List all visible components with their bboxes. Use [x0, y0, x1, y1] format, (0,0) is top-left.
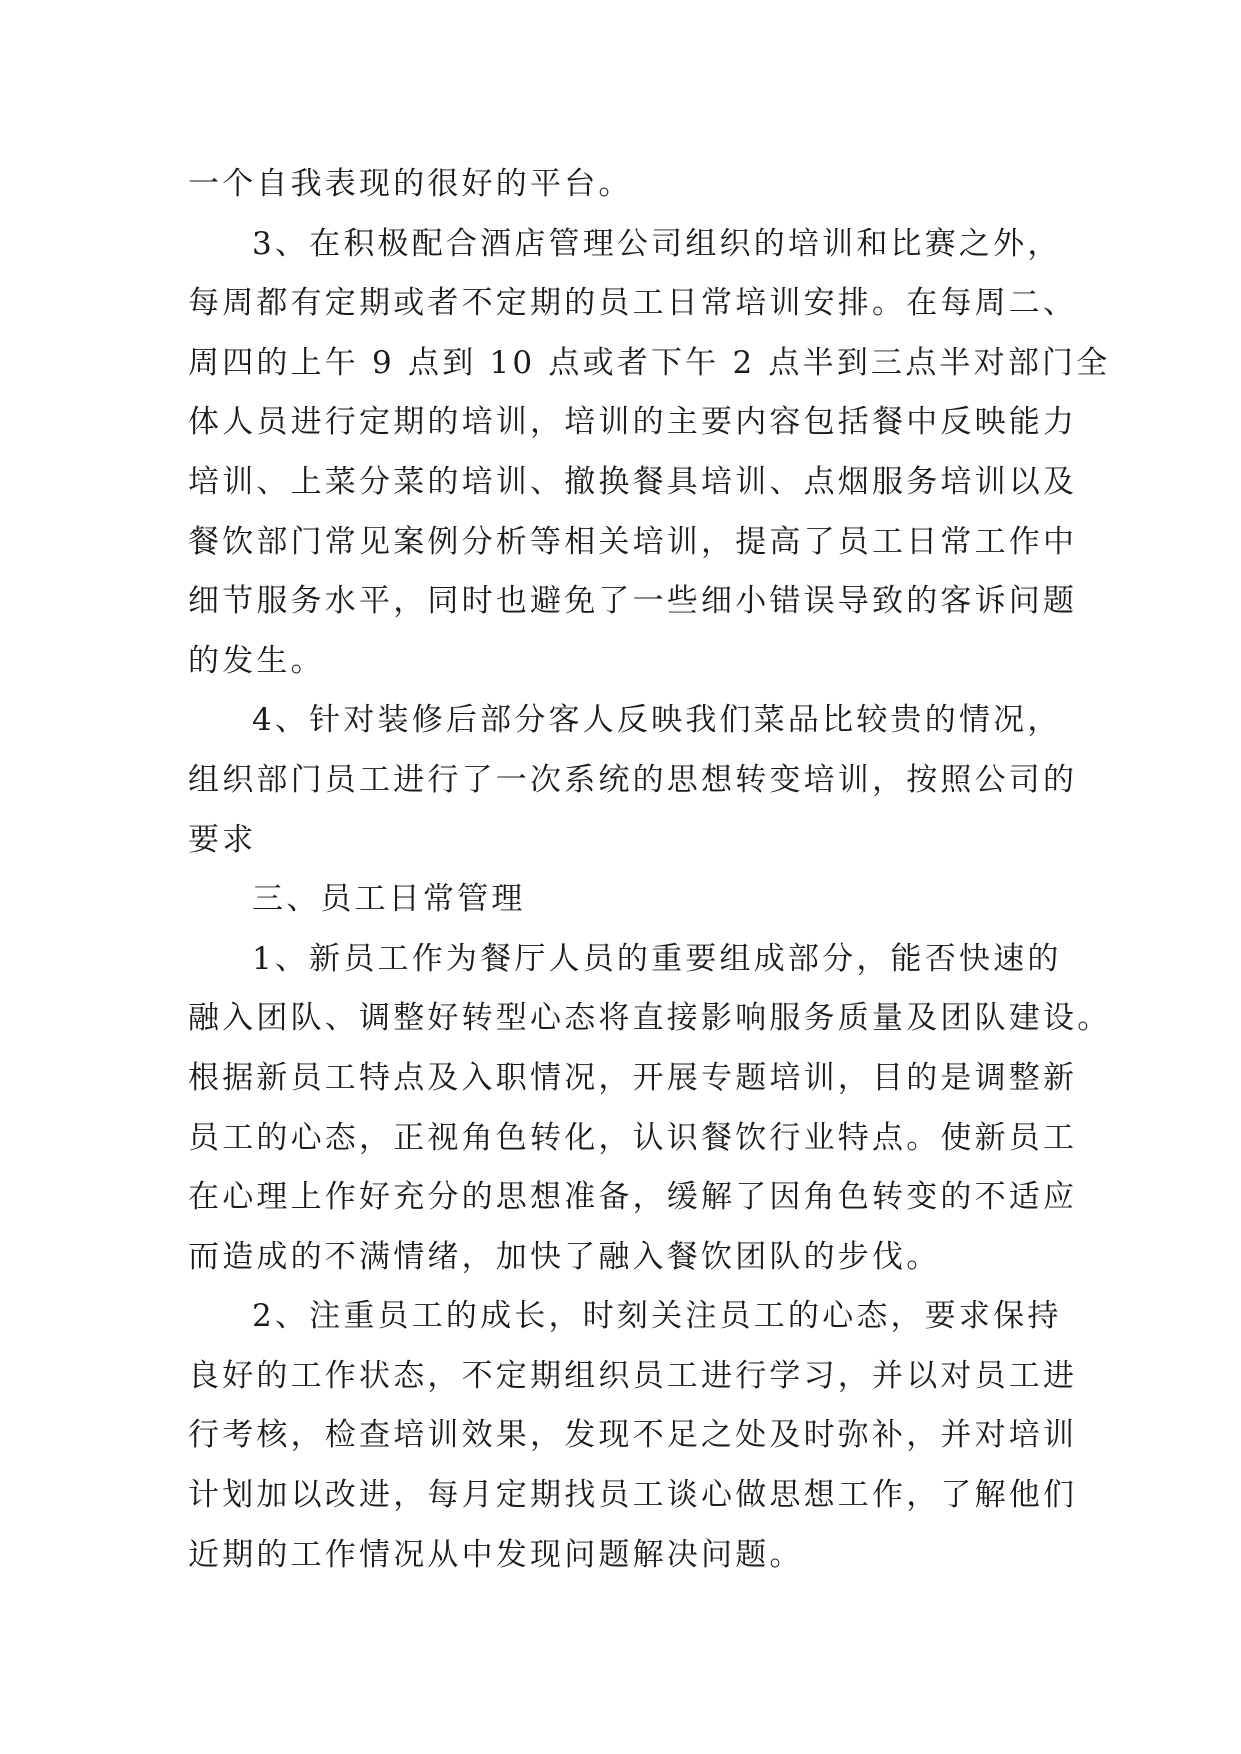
paragraph-line: 周四的上午 9 点到 10 点或者下午 2 点半到三点半对部门全 [188, 344, 1111, 381]
paragraph-line: 融入团队、调整好转型心态将直接影响服务质量及团队建设。 [188, 1000, 1112, 1037]
document-body [188, 155, 1112, 1585]
paragraph-line: 细节服务水平，同时也避免了一些细小错误导致的客诉问题 [188, 583, 1078, 620]
paragraph-line: 要求 [188, 821, 257, 858]
paragraph-line: 根据新员工特点及入职情况，开展专题培训，目的是调整新 [188, 1059, 1078, 1096]
paragraph-line: 员工的心态，正视角色转化，认识餐饮行业特点。使新员工 [188, 1119, 1078, 1156]
paragraph-line: 组织部门员工进行了一次系统的思想转变培训，按照公司的 [188, 761, 1078, 798]
paragraph-line: 体人员进行定期的培训，培训的主要内容包括餐中反映能力 [188, 404, 1078, 441]
paragraph-line: 餐饮部门常见案例分析等相关培训，提高了员工日常工作中 [188, 523, 1078, 560]
paragraph-first-line: 3、在积极配合酒店管理公司组织的培训和比赛之外， [252, 225, 1062, 262]
paragraph-line: 一个自我表现的很好的平台。 [188, 166, 633, 202]
paragraph-first-line: 2、注重员工的成长，时刻关注员工的心态，要求保持 [252, 1298, 1062, 1335]
paragraph-first-line: 4、针对装修后部分客人反映我们菜品比较贵的情况， [252, 702, 1062, 739]
paragraph-line: 的发生。 [188, 642, 325, 679]
paragraph-line: 而造成的不满情绪，加快了融入餐饮团队的步伐。 [188, 1238, 941, 1275]
paragraph-line: 每周都有定期或者不定期的员工日常培训安排。在每周二、 [188, 285, 1078, 322]
paragraph-first-line: 三、员工日常管理 [252, 881, 526, 918]
paragraph-line: 计划加以改进，每月定期找员工谈心做思想工作，了解他们 [188, 1477, 1078, 1514]
paragraph-line: 培训、上菜分菜的培训、撤换餐具培训、点烟服务培训以及 [188, 463, 1078, 500]
paragraph-line: 近期的工作情况从中发现问题解决问题。 [188, 1536, 804, 1573]
paragraph-line: 行考核，检查培训效果，发现不足之处及时弥补，并对培训 [188, 1417, 1078, 1454]
paragraph-line: 良好的工作状态，不定期组织员工进行学习，并以对员工进 [188, 1357, 1078, 1394]
paragraph-first-line: 1、新员工作为餐厅人员的重要组成部分，能否快速的 [252, 940, 1062, 977]
paragraph-line: 在心理上作好充分的思想准备，缓解了因角色转变的不适应 [188, 1179, 1078, 1216]
